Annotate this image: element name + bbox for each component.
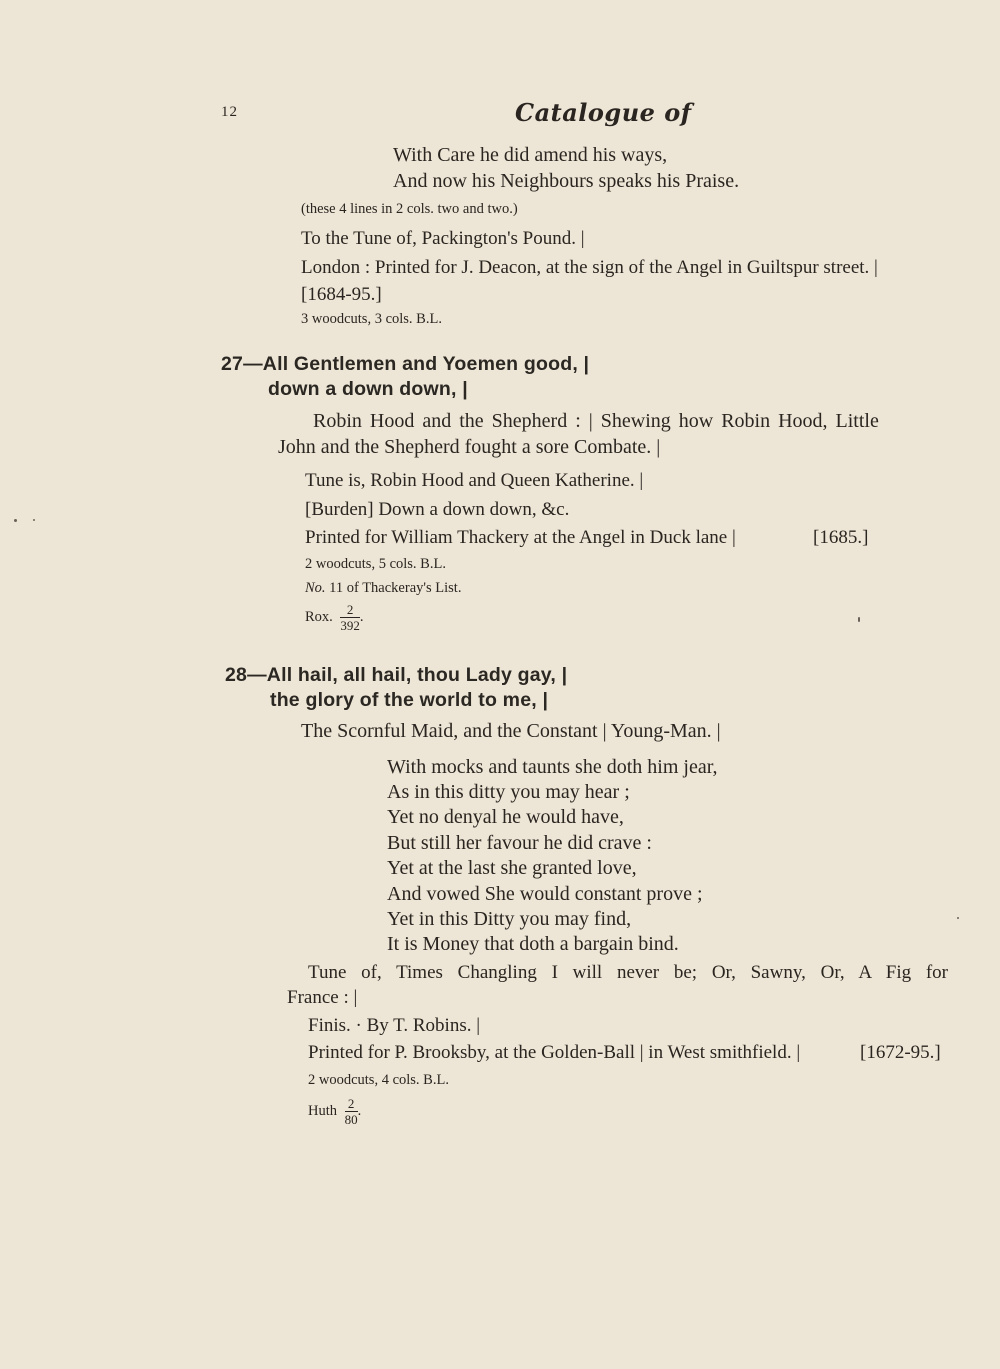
imprint-line: Printed for William Thackery at the Angel in Duck lane | <box>305 527 736 548</box>
paper-speck <box>14 519 17 522</box>
first-line-heading-cont: down a down down, | <box>268 378 468 400</box>
tune-line: Tune is, Robin Hood and Queen Katherine. | <box>305 470 644 491</box>
ballad-title-cont: John and the Shepherd fought a sore Combate. | <box>278 436 661 458</box>
volume-page-fraction <box>340 603 360 632</box>
date: [1685.] <box>813 527 869 548</box>
verse-line: It is Money that doth a bargain bind. <box>387 933 679 955</box>
ref-end: . <box>359 608 364 625</box>
burden-line: [Burden] Down a down down, &c. <box>305 499 570 520</box>
volume-page-fraction <box>345 1097 358 1126</box>
date: [1672-95.] <box>860 1042 941 1063</box>
paper-speck <box>957 917 959 919</box>
column-note: (these 4 lines in 2 cols. two and two.) <box>301 201 518 217</box>
page-number: 12 <box>221 104 238 120</box>
fraction-numerator: 2 <box>340 603 360 618</box>
running-title: Catalogue of <box>515 98 692 127</box>
collection-reference <box>308 1097 361 1126</box>
first-line-heading: 27—All Gentlemen and Yoemen good, | <box>221 353 590 375</box>
verse-line: And now his Neighbours speaks his Praise. <box>393 170 740 192</box>
ballad-title: Robin Hood and the Shepherd : | Shewing how Robin Hood, Little <box>313 410 879 432</box>
tune-line: Tune of, Times Changling I will never be; Or, Sawny, Or, A Fig for <box>308 962 948 983</box>
ref-end: . <box>357 1102 362 1119</box>
verse-line: As in this ditty you may hear ; <box>387 781 630 803</box>
verse-line: With Care he did amend his ways, <box>393 144 668 166</box>
first-line-heading-cont: the glory of the world to me, | <box>270 689 549 711</box>
verse-line: Yet no denyal he would have, <box>387 806 624 828</box>
physical-description: 2 woodcuts, 4 cols. B.L. <box>308 1072 449 1088</box>
finis-line: Finis. · By T. Robins. | <box>308 1015 481 1036</box>
verse-line: But still her favour he did crave : <box>387 832 652 854</box>
collection-label: Rox. <box>305 608 333 625</box>
first-line-heading: 28—All hail, all hail, thou Lady gay, | <box>225 664 568 686</box>
list-reference <box>305 580 461 597</box>
verse-line: Yet in this Ditty you may find, <box>387 908 632 930</box>
list-ref-abbrev: No. <box>305 580 326 596</box>
imprint-line: London : Printed for J. Deacon, at the sign of the Angel in Guiltspur street. | <box>301 257 878 278</box>
collection-reference <box>305 603 364 632</box>
tune-line-cont: France : | <box>287 987 358 1008</box>
fraction-numerator: 2 <box>345 1097 358 1112</box>
collection-label: Huth <box>308 1102 337 1119</box>
verse-line: With mocks and taunts she doth him jear, <box>387 756 718 778</box>
fraction-denominator: 392 <box>340 618 360 633</box>
verse-line: Yet at the last she granted love, <box>387 857 637 879</box>
list-ref-text: 11 of Thackeray's List. <box>325 580 462 596</box>
date: [1684-95.] <box>301 284 382 305</box>
fraction-denominator: 80 <box>344 1112 358 1127</box>
paper-speck <box>858 617 860 622</box>
tune-line: To the Tune of, Packington's Pound. | <box>301 228 585 249</box>
physical-description: 3 woodcuts, 3 cols. B.L. <box>301 311 442 327</box>
physical-description: 2 woodcuts, 5 cols. B.L. <box>305 556 446 572</box>
ballad-title: The Scornful Maid, and the Constant | Young-Man. | <box>301 720 721 742</box>
imprint-line: Printed for P. Brooksby, at the Golden-Ball | in West smithfield. | <box>308 1042 801 1063</box>
paper-speck <box>33 519 35 521</box>
verse-line: And vowed She would constant prove ; <box>387 883 703 905</box>
